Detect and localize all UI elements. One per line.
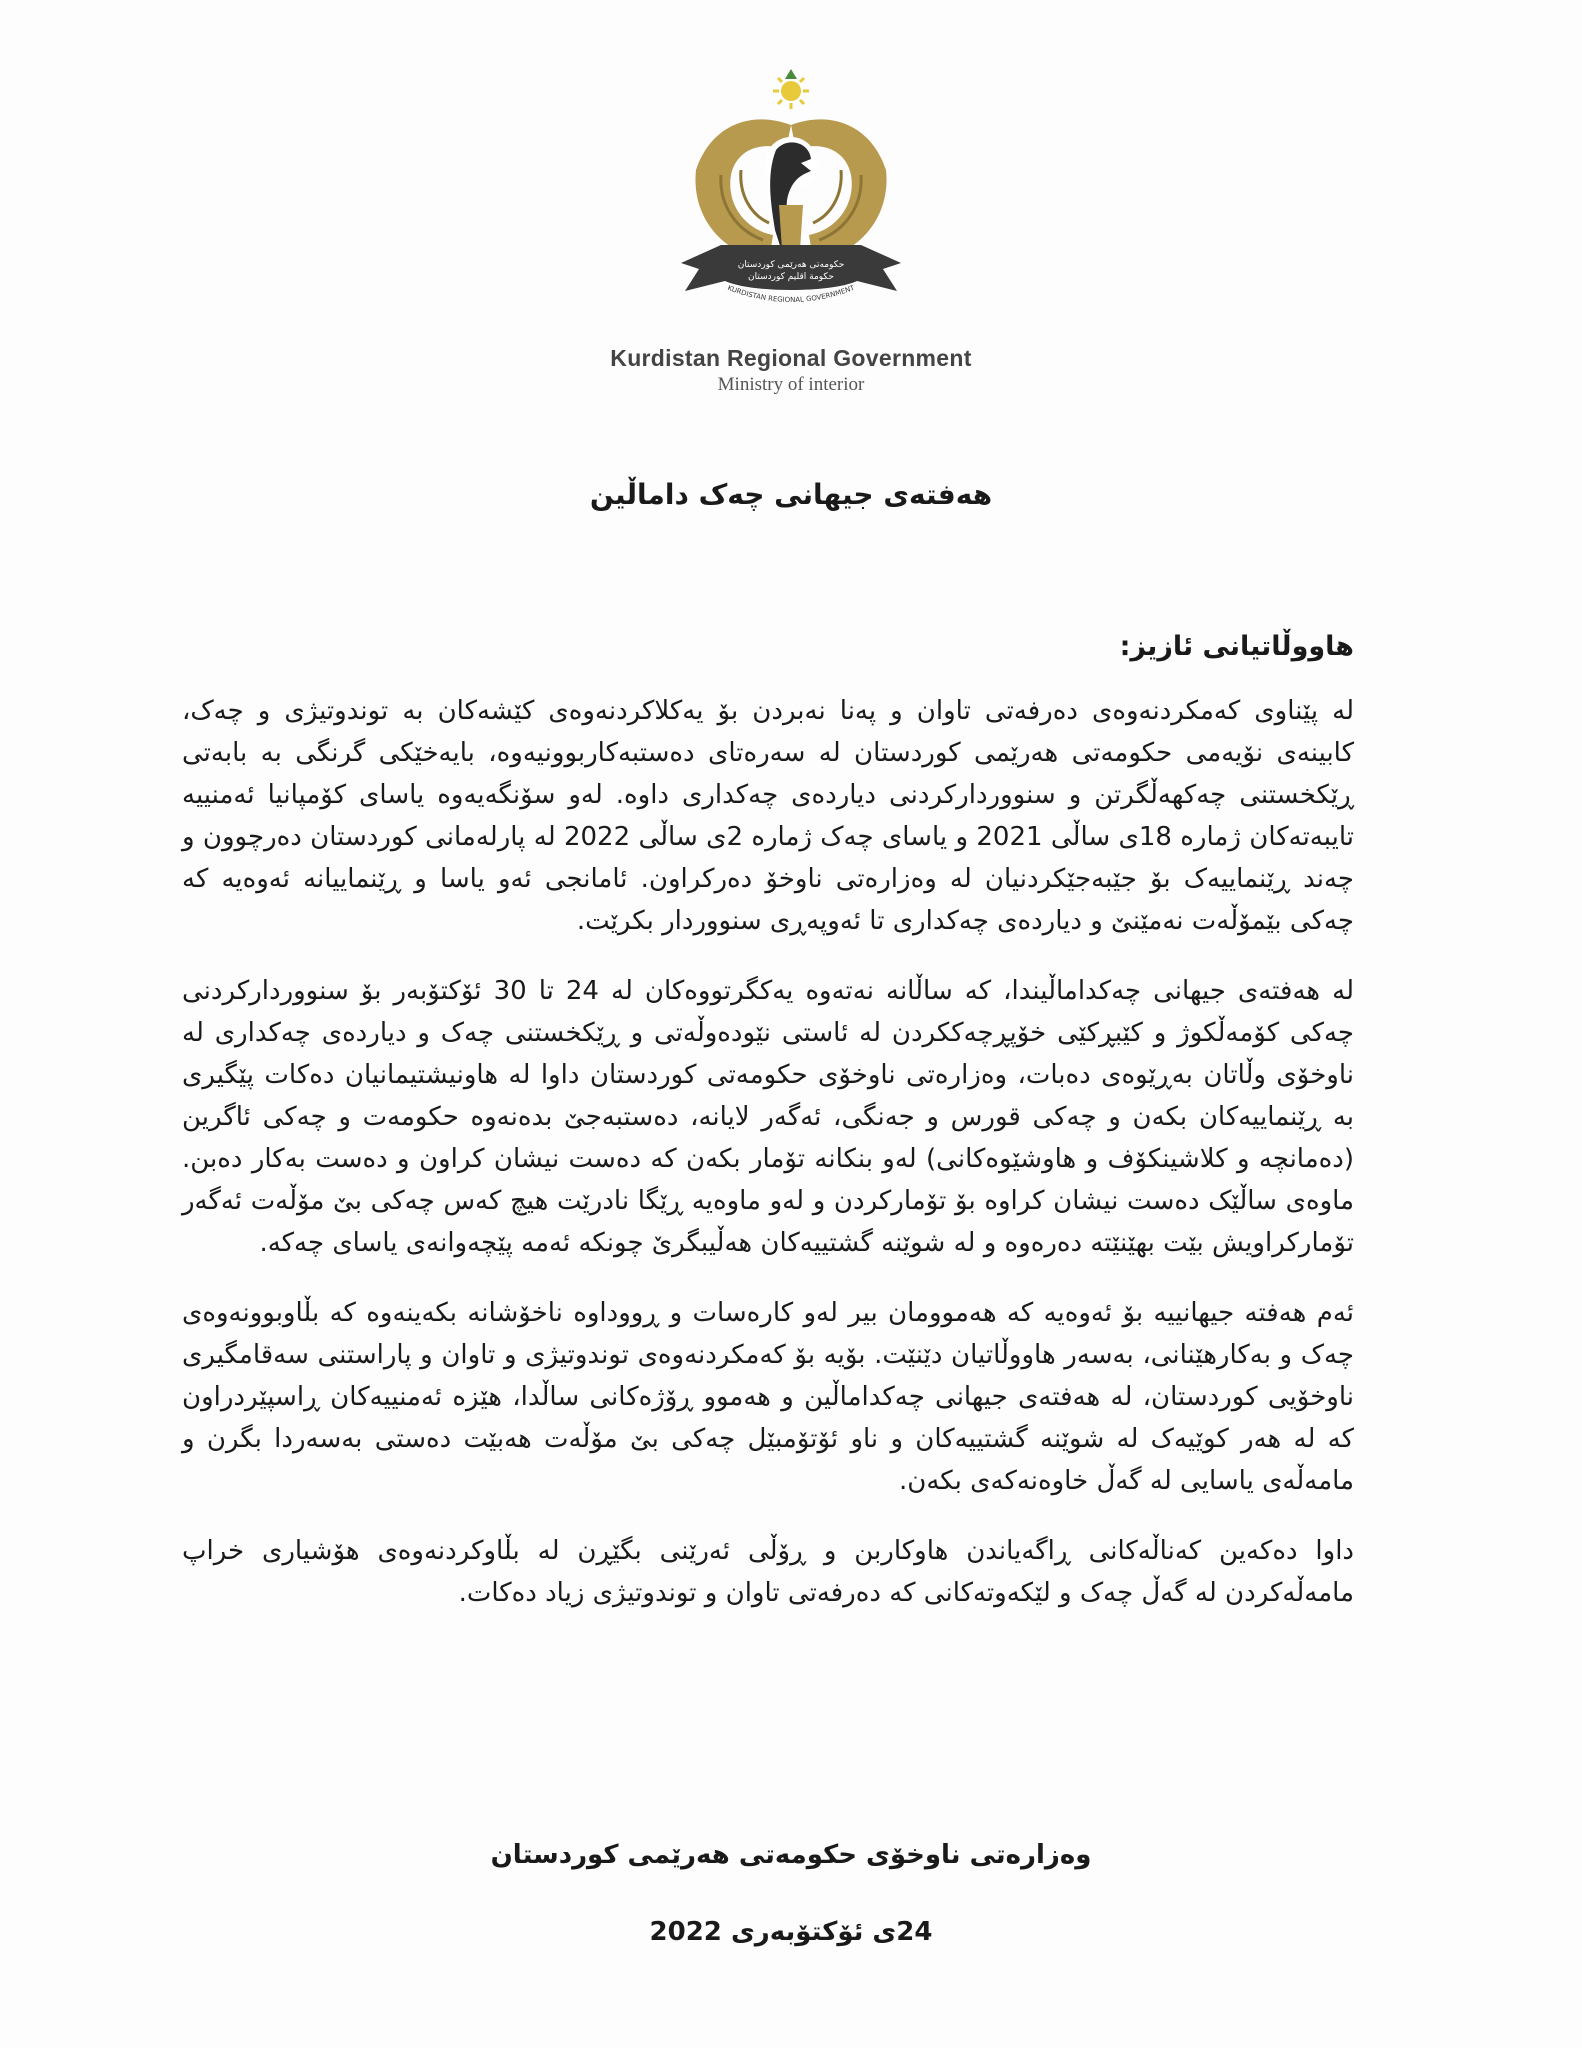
emblem-ribbon-text-2: حكومة اقليم كوردستان	[748, 272, 834, 282]
organization-name: Kurdistan Regional Government	[610, 345, 972, 371]
paragraph-4: داوا دەکەین کەناڵەکانی ڕاگەیاندن هاوکاربن و ڕۆڵی ئەرێنی بگێڕن لە بڵاوکردنەوەی هۆشیاری خراپ مامەڵەکردن لە گەڵ چەک و لێکەوتەکانی کە دەرفەتی تاوان و توندوتیژی زیاد دەکات.	[182, 1536, 1354, 1608]
letterhead	[0, 55, 1582, 396]
document-title: هەفتەی جیهانی چەک داماڵین	[589, 478, 993, 511]
ministry-name: Ministry of interior	[717, 374, 865, 395]
paragraph-3: ئەم هەفتە جیهانییە بۆ ئەوەیە کە هەموومان بیر لەو کارەسات و ڕووداوە ناخۆشانە بکەینەوە کە بڵاوبوونەوەی چەک و بەکارهێنانی، بەسەر هاووڵاتیان دێنێت. بۆیە بۆ کەمکردنەوەی توندوتیژی و تاوان و پاراستنی سەقامگیری ناوخۆیی کوردستان، لە هەفتەی جیهانی چەکداماڵین و هەموو ڕۆژەکانی ساڵدا، هێزە ئەمنییەکان ڕاسپێردراون کە لە هەر کوێیەک لە شوێنە گشتییەکان و ناو ئۆتۆمبێل چەکی بێ مۆڵەت هەبێت دەستی بەسەردا بگرن و مامەڵەی یاسایی لە گەڵ خاوەنەکەی بکەن.	[182, 1298, 1354, 1496]
salutation: هاووڵاتیانی ئازیز:	[1119, 631, 1354, 662]
krg-eagle-emblem-icon	[651, 55, 931, 325]
document-body	[182, 626, 1354, 1642]
signature-organization: وەزارەتی ناوخۆی حکومەتی هەرێمی کوردستان	[490, 1840, 1092, 1870]
emblem-ribbon-text-1: حکومەتی هەرێمی کوردستان	[737, 260, 845, 270]
signature-date: 24ی ئۆکتۆبەری 2022	[649, 1917, 933, 1947]
paragraph-2: لە هەفتەی جیهانی چەکداماڵیندا، کە ساڵانە نەتەوە یەکگرتووەکان لە 24 تا 30 ئۆکتۆبەر بۆ سنووردارکردنی چەکی کۆمەڵکوژ و کێبڕکێی خۆپڕچەککردن لە ئاستی نێودەوڵەتی و ڕێکخستنی چەک و دیاردەی چەکداری لە ناوخۆی وڵاتان بەڕێوەی دەبات، وەزارەتی ناوخۆی حکومەتی کوردستان داوا لە هاونیشتیمانیان دەکات پێگیری بە ڕێنماییەکان بکەن و چەکی قورس و جەنگی، ئەگەر لایانە، دەستبەجێ بدەنەوە حکومەت و چەکی ئاگرین (دەمانچە و کلاشینکۆف و هاوشێوەکانی) لەو بنکانە تۆمار بکەن کە دەست نیشان کراون و دەست بەکار دەبن. ماوەی ساڵێک دەست نیشان کراوە بۆ تۆمارکردن و لەو ماوەیە ڕێگا نادرێت هیچ کەس چەکی بێ مۆڵەت ئەگەر تۆمارکراویش بێت بهێنێتە دەرەوە و لە شوێنە گشتییەکان هەڵیبگرێ چونکە ئەمە پێچەوانەی یاسای چەکە.	[182, 976, 1355, 1258]
emblem-ribbon-text-3: KURDISTAN REGIONAL GOVERNMENT	[726, 283, 856, 305]
paragraph-1: لە پێناوی کەمکردنەوەی دەرفەتی تاوان و پەنا نەبردن بۆ یەکلاکردنەوەی کێشەکان بە توندوتیژی و چەک، کابینەی نۆیەمی حکومەتی هەرێمی کوردستان لە سەرەتای دەستبەکاربوونیەوە، بایەخێکی گرنگی بە بابەتی ڕێکخستنی چەکهەڵگرتن و سنووردارکردنی دیاردەی چەکداری داوە. لەو سۆنگەیەوە یاسای کۆمپانیا ئەمنییە تایبەتەکان ژمارە 18ی ساڵی 2021 و یاسای چەک ژمارە 2ی ساڵی 2022 لە پارلەمانی کوردستان دەرچوون و چەند ڕێنماییەک بۆ جێبەجێکردنیان لە وەزارەتی ناوخۆ دەرکراون. ئامانجی ئەو یاسا و ڕێنماییانە ئەوەیە کە چەکی بێمۆڵەت نەمێنێ و دیاردەی چەکداری تا ئەوپەڕی سنووردار بکرێت.	[182, 696, 1354, 936]
